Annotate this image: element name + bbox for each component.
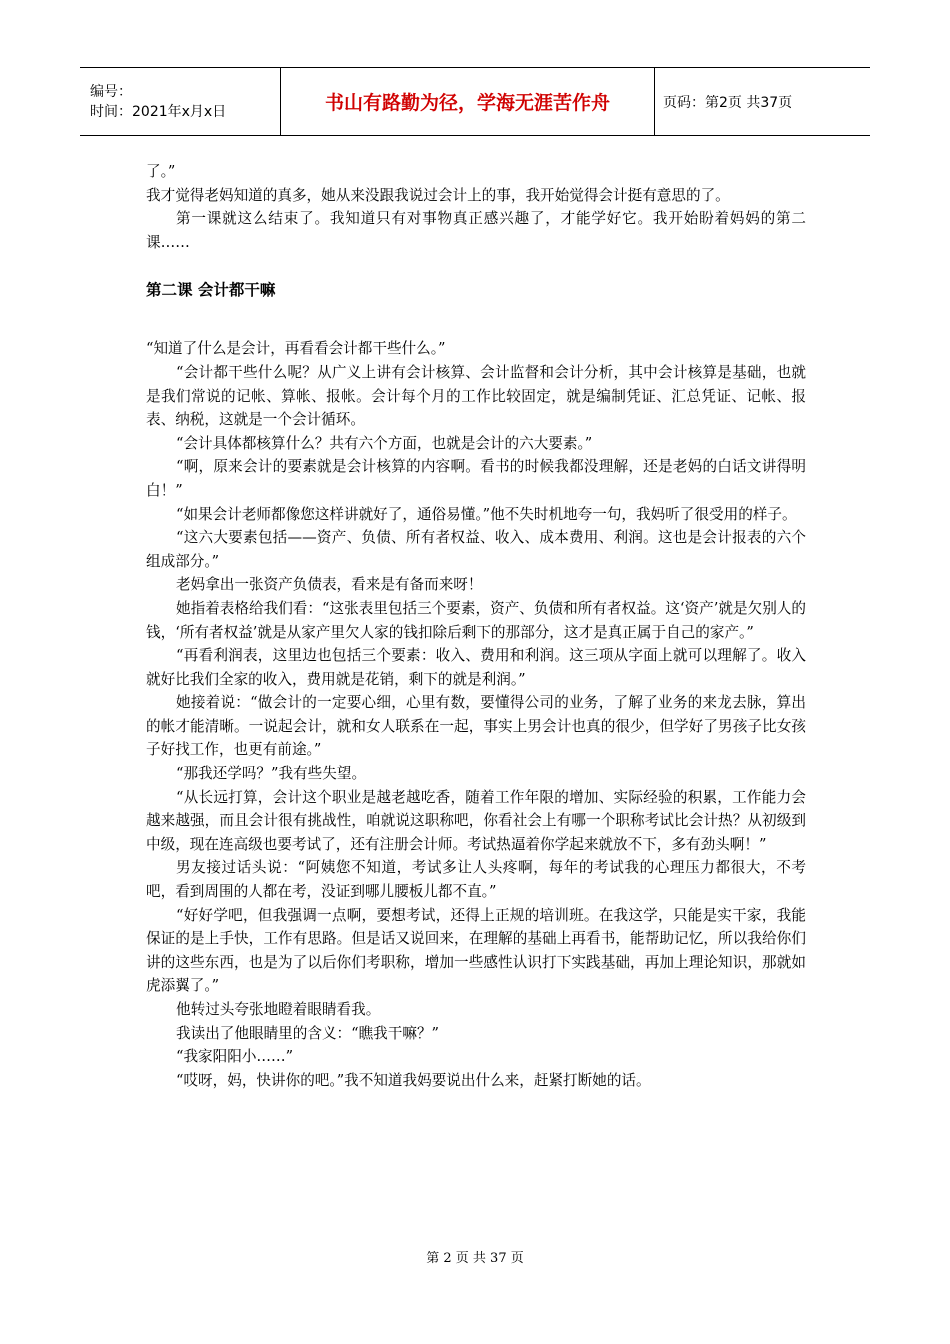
header-motto [280, 68, 655, 135]
paragraph: “那我还学吗？”我有些失望。 [176, 765, 367, 783]
header-page-info [655, 68, 870, 135]
paragraph: “从长远打算，会计这个职业是越老越吃香，随着工作年限的增加、实际经验的积累，工作能力会越来越强，而且会计很有挑战性，咱就说这职称吧，你看社会上有哪一个职称考试比会计热？从初级到中级，现在连高级也要考试了，还有注册会计师。考试热逼着你学起来就放不下，多有劲头啊！” [146, 788, 806, 853]
page-footer: 第 2 页 共 37 页 [426, 1251, 524, 1266]
page-info-text: 页码：第2页 共37页 [663, 94, 793, 111]
paragraph: “好好学吧，但我强调一点啊，要想考试，还得上正规的培训班。在我这学，只能是实干家，我能保证的是上手快，工作有思路。但是话又说回来，在理解的基础上再看书，能帮助记忆，所以我给你们讲的这些东西，也是为了以后你们考职称，增加一些感性认识打下实践基础，再加上理论知识，那就如虎添翼了。” [146, 906, 806, 995]
paragraph: “哎呀，妈，快讲你的吧。”我不知道我妈要说出什么来，赶紧打断她的话。 [176, 1071, 651, 1089]
paragraph: “再看利润表，这里边也包括三个要素：收入、费用和利润。这三项从字面上就可以理解了。收入就好比我们全家的收入，费用就是花销，剩下的就是利润。” [146, 647, 806, 688]
doc-number-label: 编号： [90, 83, 132, 100]
paragraph: “会计具体都核算什么？共有六个方面，也就是会计的六大要素。” [176, 434, 593, 452]
paragraph: 老妈拿出一张资产负债表，看来是有备而来呀！ [176, 576, 483, 594]
motto-text: 书山有路勤为径，学海无涯苦作舟 [324, 92, 610, 114]
paragraph: 了。” [146, 163, 176, 180]
paragraph: “知道了什么是会计，再看看会计都干些什么。” [146, 340, 446, 358]
paragraph: 她指着表格给我们看：“这张表里包括三个要素，资产、负债和所有者权益。这‘资产’就是欠别人的钱，‘所有者权益’就是从家产里欠人家的钱扣除后剩下的那部分，这才是真正属于自己的家产。” [146, 599, 806, 641]
paragraph: “这六大要素包括——资产、负债、所有者权益、收入、成本费用、利润。这也是会计报表的六个组成部分。” [146, 529, 806, 570]
date-label: 时间：2021年x月x日 [90, 103, 227, 120]
paragraph: 她接着说：“做会计的一定要心细，心里有数，要懂得公司的业务，了解了业务的来龙去脉，算出的帐才能清晰。一说起会计，就和女人联系在一起，事实上男会计也真的很少，但学好了男孩子比女孩子好找工作，也更有前途。” [146, 694, 806, 759]
paragraph: 我才觉得老妈知道的真多，她从来没跟我说过会计上的事，我开始觉得会计挺有意思的了。 [146, 186, 730, 204]
paragraph: “会计都干些什么呢？从广义上讲有会计核算、会计监督和会计分析，其中会计核算是基础，也就是我们常说的记帐、算帐、报帐。会计每个月的工作比较固定，就是编制凭证、汇总凭证、记帐、报表、纳税，这就是一个会计循环。 [146, 363, 806, 429]
section-heading: 第二课 会计都干嘛 [146, 281, 276, 300]
paragraph: 男友接过话头说：“阿姨您不知道，考试多让人头疼啊，每年的考试我的心理压力都很大，不考吧，看到周围的人都在考，没证到哪儿腰板儿都不直。” [146, 859, 806, 901]
document-body [146, 160, 806, 1092]
paragraph: 第一课就这么结束了。我知道只有对事物真正感兴趣了，才能学好它。我开始盼着妈妈的第二课…… [146, 210, 806, 251]
paragraph: 他转过头夸张地瞪着眼睛看我。 [176, 1001, 381, 1018]
paragraph: “我家阳阳小……” [176, 1048, 294, 1066]
page-header [80, 67, 870, 136]
paragraph: “如果会计老师都像您这样讲就好了，通俗易懂。”他不失时机地夸一句，我妈听了很受用的样子。 [176, 505, 797, 523]
header-meta [80, 68, 280, 135]
paragraph: 我读出了他眼睛里的含义：“瞧我干嘛？” [176, 1024, 440, 1042]
paragraph: “啊，原来会计的要素就是会计核算的内容啊。看书的时候我都没理解，还是老妈的白话文讲得明白！” [146, 458, 806, 499]
